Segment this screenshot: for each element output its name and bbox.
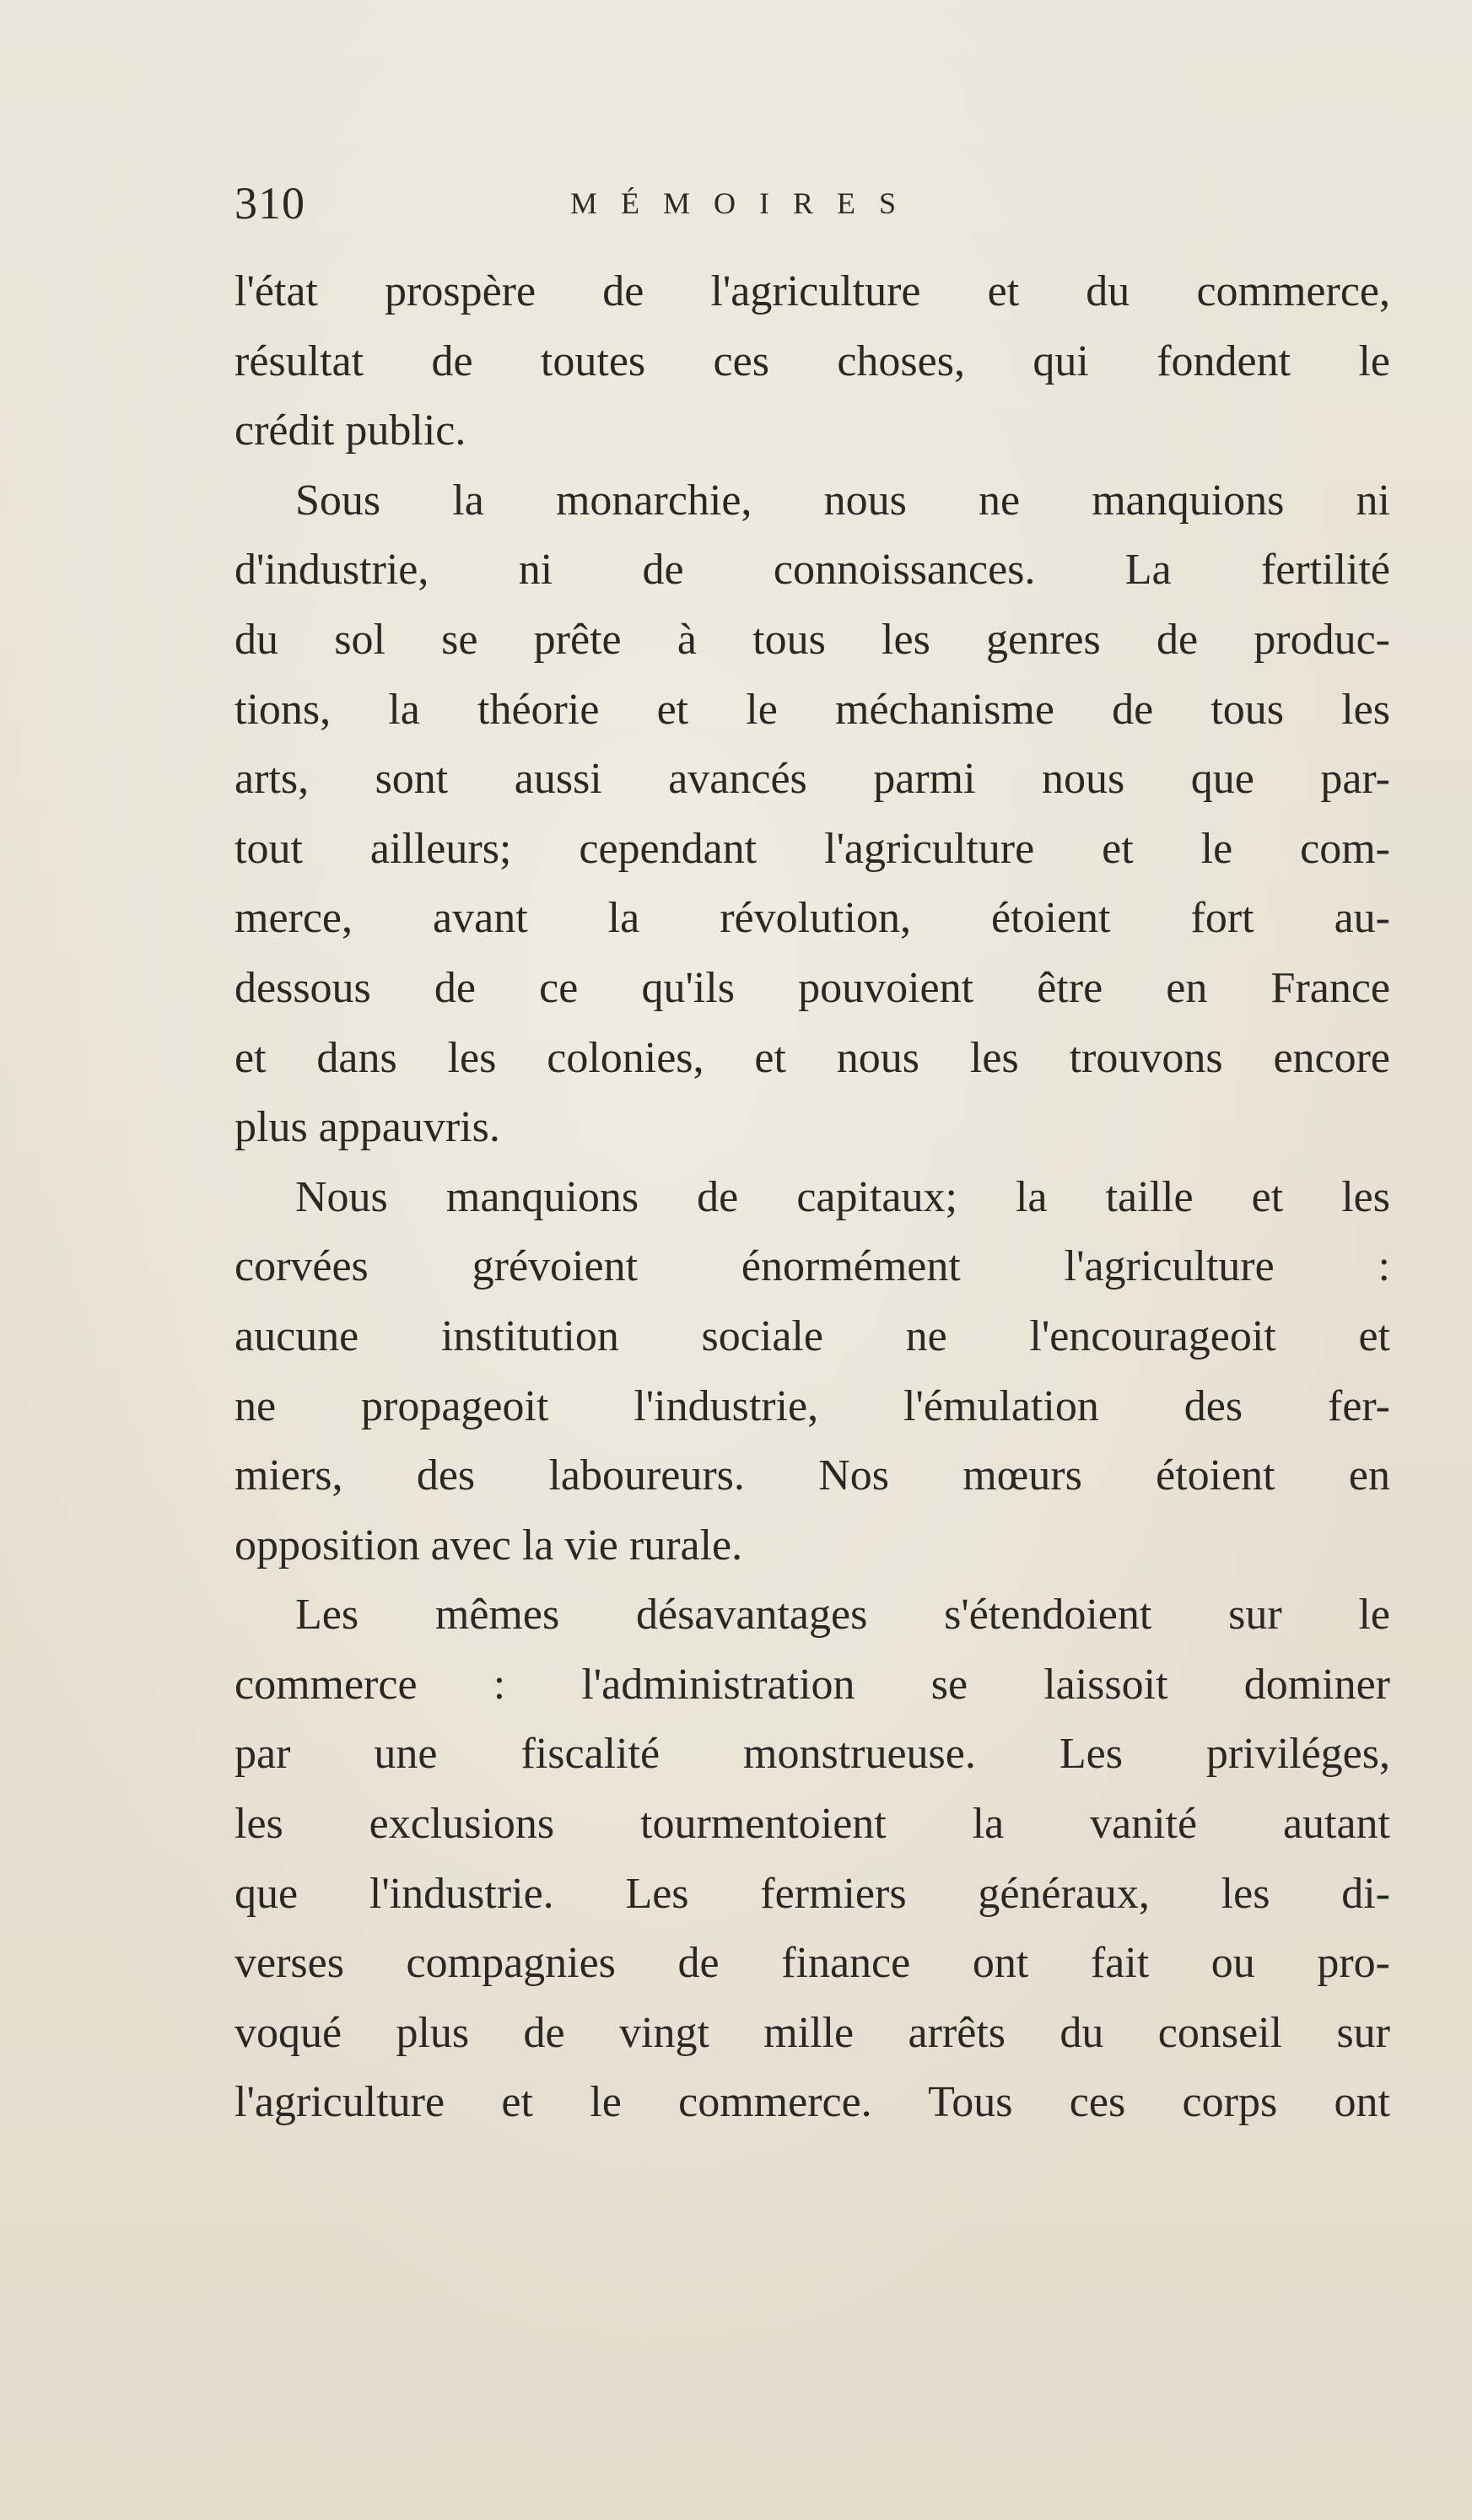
text-line: dessous de ce qu'ils pouvoient être en France	[235, 963, 1390, 1012]
text-line: ne propageoit l'industrie, l'émulation des fer-	[235, 1381, 1390, 1430]
text-line: plus appauvris.	[235, 1103, 500, 1152]
page-header	[235, 174, 1399, 233]
text-line: opposition avec la vie rurale.	[235, 1521, 743, 1570]
text-line: du sol se prête à tous les genres de produc-	[235, 615, 1390, 664]
running-head: MÉMOIRES	[570, 186, 920, 220]
text-line: que l'industrie. Les fermiers généraux, les di-	[235, 1869, 1390, 1918]
text-line: voqué plus de vingt mille arrêts du conseil sur	[235, 2008, 1390, 2057]
text-line: arts, sont aussi avancés parmi nous que par-	[235, 755, 1390, 804]
text-line: Nous manquions de capitaux; la taille et les	[295, 1172, 1390, 1221]
text-line: tout ailleurs; cependant l'agriculture et le com-	[235, 824, 1390, 873]
text-line: verses compagnies de finance ont fait ou pro-	[235, 1939, 1390, 1988]
body-text	[235, 257, 1390, 2138]
text-line: merce, avant la révolution, étoient fort au-	[235, 894, 1390, 943]
text-line: commerce : l'administration se laissoit dominer	[235, 1660, 1390, 1709]
text-line: Sous la monarchie, nous ne manquions ni	[295, 476, 1390, 525]
text-line: l'agriculture et le commerce. Tous ces corps ont	[235, 2078, 1390, 2127]
text-line: aucune institution sociale ne l'encourageoit et	[235, 1311, 1390, 1360]
text-line: par une fiscalité monstrueuse. Les priviléges,	[235, 1730, 1390, 1779]
text-line: résultat de toutes ces choses, qui fondent le	[235, 337, 1390, 385]
text-line: miers, des laboureurs. Nos mœurs étoient en	[235, 1451, 1390, 1500]
text-line: corvées grévoient énormément l'agriculture :	[235, 1242, 1390, 1291]
text-line: Les mêmes désavantages s'étendoient sur le	[295, 1591, 1390, 1640]
text-line: tions, la théorie et le méchanisme de tous les	[235, 685, 1390, 734]
page-number: 310	[235, 178, 305, 229]
text-line: d'industrie, ni de connoissances. La fertilité	[235, 546, 1390, 595]
text-line: les exclusions tourmentoient la vanité autant	[235, 1800, 1390, 1849]
text-line: crédit public.	[235, 407, 466, 455]
text-line: l'état prospère de l'agriculture et du commerce,	[235, 267, 1390, 315]
text-line: et dans les colonies, et nous les trouvons encore	[235, 1033, 1390, 1082]
